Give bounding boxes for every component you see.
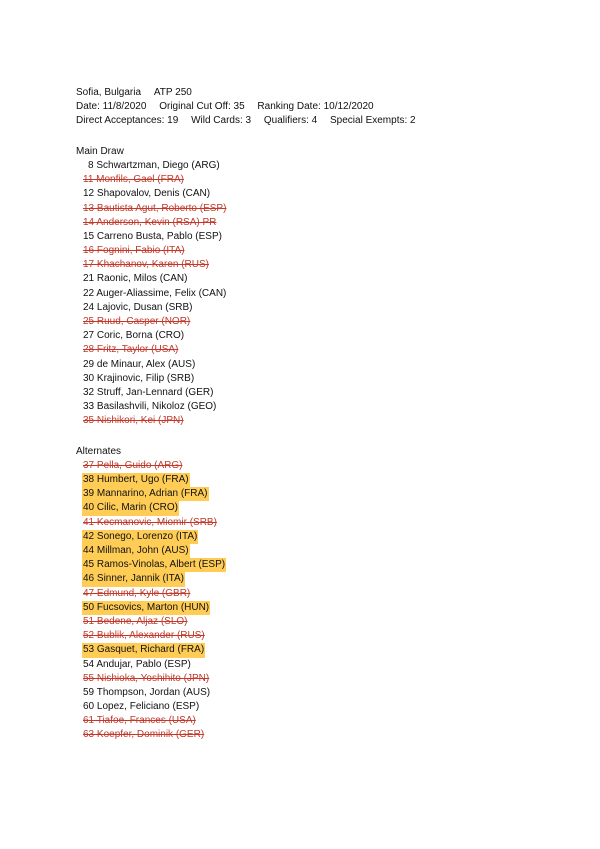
main-draw-entry [76,159,576,173]
alternates-entry-text: 63 Koepfer, Dominik (GER) [83,729,205,741]
alternates-entry-text: 51 Bedene, Aljaz (SLO) [83,615,188,627]
main-draw-title: Main Draw [76,145,124,157]
main-draw-entry-text: 21 Raonic, Milos (CAN) [83,273,188,285]
alternates-entry [76,629,576,643]
alternates-entry-text: 41 Kecmanovic, Miomir (SRB) [83,516,217,528]
alternates-title: Alternates [76,445,122,457]
main-draw-entry [76,173,576,187]
alternates-entry-text: 46 Sinner, Jannik (ITA) [82,572,185,586]
direct-acceptances: Direct Acceptances: 19 [76,115,179,127]
main-draw-entry-text: 32 Struff, Jan-Lennard (GER) [83,386,214,398]
main-draw-entry-text: 12 Shapovalov, Denis (CAN) [83,188,211,200]
alternates-entry [76,672,576,686]
alternates-entry [76,700,576,714]
qualifiers: Qualifiers: 4 [263,115,318,127]
alternates-entry-text: 40 Cilic, Marin (CRO) [82,501,179,515]
main-draw-entry [76,187,576,201]
alternates-entry [76,558,576,572]
ranking-date: Ranking Date: 10/12/2020 [257,101,374,113]
main-draw-entry-text: 29 de Minaur, Alex (AUS) [83,358,196,370]
main-draw-entry [76,329,576,343]
header-line-2 [76,100,576,114]
main-draw-entry-text: 15 Carreno Busta, Pablo (ESP) [83,230,222,242]
alternates-entry [76,516,576,530]
main-draw-entry [76,343,576,357]
alternates-entry [76,728,576,742]
original-cutoff: Original Cut Off: 35 [159,101,245,113]
main-draw-entry-text: 28 Fritz, Taylor (USA) [83,344,179,356]
alternates-entry-text: 54 Andujar, Pablo (ESP) [83,658,191,670]
main-draw-entry [76,202,576,216]
alternates-entry [76,658,576,672]
main-draw-entry [76,414,576,428]
alternates-entry [76,643,576,657]
main-draw-entry-text: 25 Ruud, Casper (NOR) [83,316,191,327]
main-draw-entry [76,315,576,329]
header-line-1 [76,86,576,100]
alternates-entry-text: 44 Millman, John (AUS) [82,544,190,558]
special-exempts: Special Exempts: 2 [330,115,416,127]
alternates-entry-text: 52 Bublik, Alexander (RUS) [83,630,205,642]
main-draw-entry [76,372,576,386]
main-draw-entry-text: 13 Bautista Agut, Roberto (ESP) [83,202,227,214]
main-draw-entry-text: 30 Krajinovic, Filip (SRB) [83,372,195,384]
main-draw-list [76,159,576,429]
alternates-entry [76,459,576,473]
main-draw-entry [76,258,576,272]
alternates-entry-text: 42 Sonego, Lorenzo (ITA) [82,530,198,544]
alternates-entry-text: 61 Tiafoe, Frances (USA) [83,715,196,727]
main-draw-entry-text: 17 Khachanov, Karen (RUS) [83,259,209,271]
alternates-entry [76,714,576,728]
alternates-entry-text: 38 Humbert, Ugo (FRA) [82,473,190,487]
alternates-entry-text: 39 Mannarino, Adrian (FRA) [82,487,209,501]
alternates-entry [76,615,576,629]
main-draw-entry [76,216,576,230]
main-draw-entry [76,230,576,244]
alternates-entry-text: 55 Nishioka, Yoshihito (JPN) [83,672,210,684]
alternates-entry-text: 50 Fucsovics, Marton (HUN) [82,601,210,615]
alternates-entry [76,686,576,700]
alternates-entry-text: 60 Lopez, Feliciano (ESP) [83,701,200,713]
alternates-entry [76,530,576,544]
wild-cards: Wild Cards: 3 [191,115,252,127]
alternates-entry [76,601,576,615]
entry-list-document [76,86,576,743]
main-draw-entry-text: 33 Basilashvili, Nikoloz (GEO) [83,401,217,413]
main-draw-entry-text: 8 Schwartzman, Diego (ARG) [88,159,220,171]
main-draw-entry-text: 24 Lajovic, Dusan (SRB) [83,301,193,313]
alternates-entry [76,487,576,501]
main-draw-entry [76,400,576,414]
main-draw-entry-text: 22 Auger-Aliassime, Felix (CAN) [83,287,227,299]
alternates-entry-text: 45 Ramos-Vinolas, Albert (ESP) [82,558,226,572]
main-draw-entry [76,386,576,400]
alternates-list [76,459,576,743]
main-draw-entry-text: 11 Monfils, Gael (FRA) [83,174,184,186]
tournament-name: Sofia, Bulgaria [76,87,142,98]
header-line-3 [76,114,576,128]
main-draw-entry [76,301,576,315]
tournament-category: ATP 250 [153,87,192,98]
alternates-entry [76,544,576,558]
alternates-entry-text: 37 Pella, Guido (ARG) [83,459,183,471]
alternates-entry-text: 59 Thompson, Jordan (AUS) [83,686,211,698]
alternates-entry [76,587,576,601]
alternates-entry [76,501,576,515]
main-draw-entry [76,244,576,258]
main-draw-entry [76,287,576,301]
alternates-entry [76,572,576,586]
alternates-entry-text: 53 Gasquet, Richard (FRA) [82,643,205,657]
list-date: Date: 11/8/2020 [76,101,147,113]
main-draw-entry [76,272,576,286]
main-draw-entry-text: 16 Fognini, Fabio (ITA) [83,245,185,257]
alternates-entry-text: 47 Edmund, Kyle (GBR) [83,587,191,599]
main-draw-entry [76,358,576,372]
alternates-entry [76,473,576,487]
main-draw-entry-text: 35 Nishikori, Kei (JPN) [83,415,184,427]
main-draw-entry-text: 27 Coric, Borna (CRO) [83,330,185,342]
main-draw-entry-text: 14 Anderson, Kevin (RSA) PR [83,216,217,228]
